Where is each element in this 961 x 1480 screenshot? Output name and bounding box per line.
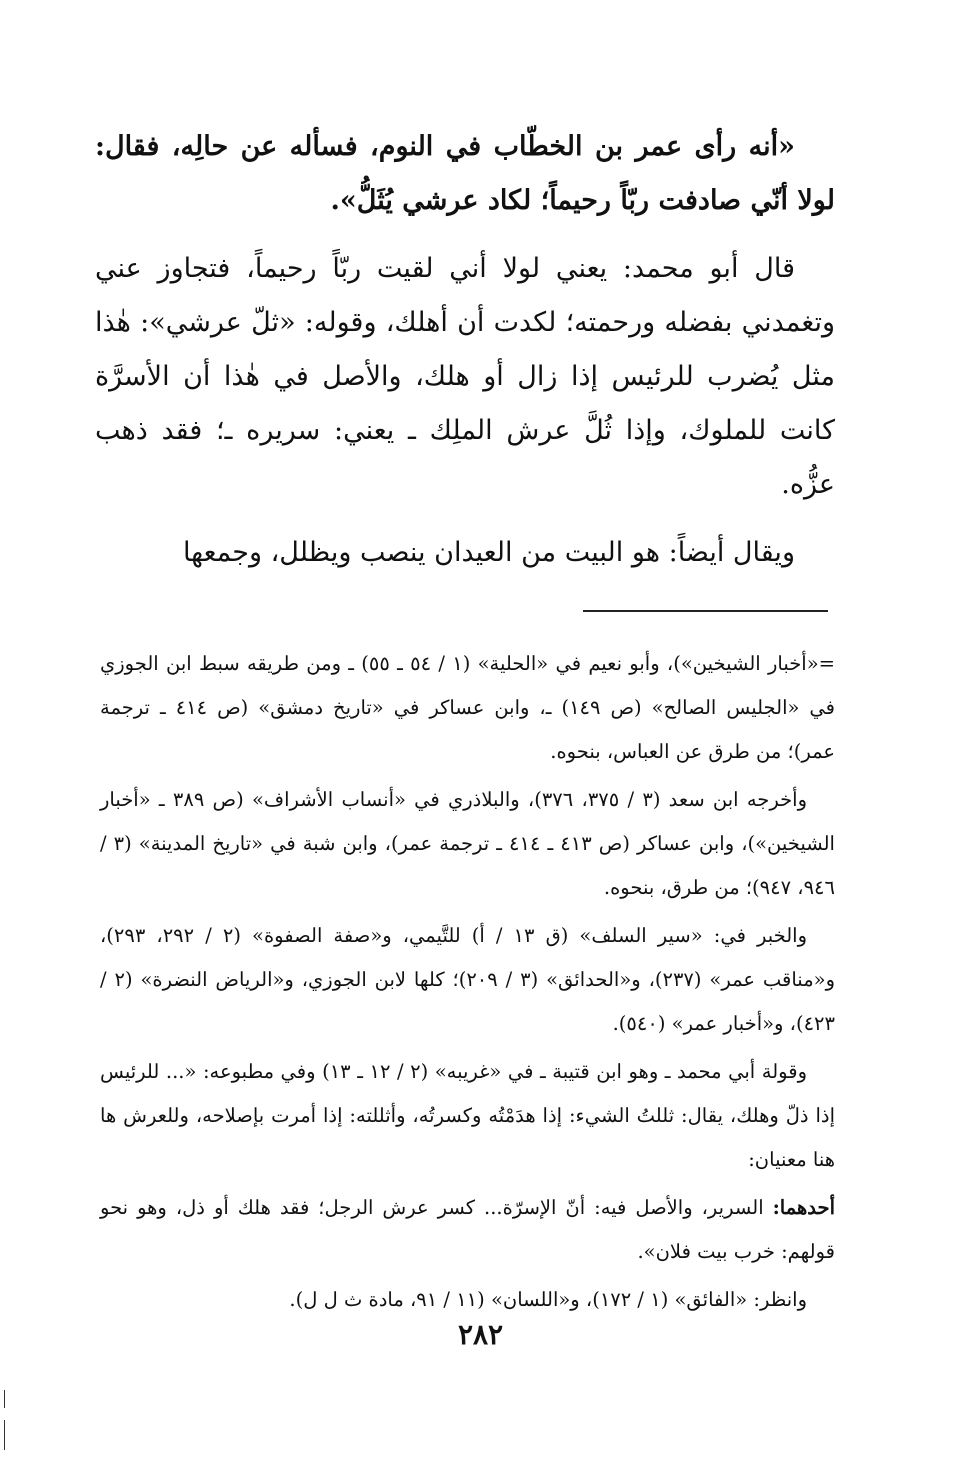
footnote-5-text: السرير، والأصل فيه: أنّ الإسرّة... كسر عرش الرجل؛ فقد هلك أو ذل، وهو نحو قولهم: خرب بيت فلان». [100, 1196, 835, 1263]
footnote-5 [100, 1186, 835, 1274]
main-text [95, 120, 835, 580]
continuation-paragraph: ويقال أيضاً: هو البيت من العيدان ينصب ويظلل، وجمعها [182, 537, 795, 568]
footnote-5-lead: أحدهما: [772, 1196, 835, 1219]
footnote-4: وقولة أبي محمد ـ وهو ابن قتيبة ـ في «غريبه» (٢ / ١٢ ـ ١٣) وفي مطبوعه: «... للرئيس إذا ذلّ وهلك، يقال: ثللتُ الشيء: إذا هدَمْتُه وكسرتُه، وأثللته: إذا أمرت بإصلاحه، وللعرش ها هنا معنيان: [100, 1060, 835, 1171]
footnotes [100, 642, 835, 1322]
footnote-separator [583, 610, 828, 612]
quote-paragraph: «أنه رأى عمر بن الخطّاب في النوم، فسأله عن حالِه، فقال: لولا أنّي صادفت ربّاً رحيماً؛ لكاد عرشي يُثَلُّ». [95, 131, 835, 216]
page-number: ٢٨٢ [457, 1318, 504, 1351]
footnote-3: والخبر في: «سير السلف» (ق ١٣ / أ) للتَّيمي، و«صفة الصفوة» (٢ / ٢٩٢، ٢٩٣)، و«مناقب عمر» (٢٣٧)، و«الحدائق» (٣ / ٢٠٩)؛ كلها لابن الجوزي، و«الرياض النضرة» (٢ / ٤٢٣)، و«أخبار عمر» (٥٤٠). [100, 924, 835, 1035]
footnote-2: وأخرجه ابن سعد (٣ / ٣٧٥، ٣٧٦)، والبلاذري في «أنساب الأشراف» (ص ٣٨٩ ـ «أخبار الشيخين»)، وابن عساكر (ص ٤١٣ ـ ٤١٤ ـ ترجمة عمر)، وابن شبة في «تاريخ المدينة» (٣ / ٩٤٦، ٩٤٧)؛ من طرق، بنحوه. [100, 788, 835, 899]
scan-edge-mark [4, 1390, 5, 1408]
scan-edge-mark [4, 1420, 5, 1450]
footnote-1: =«أخبار الشيخين»)، وأبو نعيم في «الحلية» (١ / ٥٤ ـ ٥٥) ـ ومن طريقه سبط ابن الجوزي في «الجليس الصالح» (ص ١٤٩) ـ، وابن عساكر في «تاريخ دمشق» (ص ٤١٤ ـ ترجمة عمر)؛ من طرق عن العباس، بنحوه. [100, 652, 835, 763]
explanation-paragraph: قال أبو محمد: يعني لولا أني لقيت ربّاً رحيماً، فتجاوز عني وتغمدني بفضله ورحمته؛ لكدت أن أهلك، وقوله: «ثلّ عرشي»: هٰذا مثل يُضرب للرئيس إذا زال أو هلك، والأصل في هٰذا أن الأسرَّة كانت للملوك، وإذا ثُلَّ عرش الملِك ـ يعني: سريره ـ؛ فقد ذهب عزُّه. [95, 253, 835, 500]
footnote-6: وانظر: «الفائق» (١ / ١٧٢)، و«اللسان» (١١ / ٩١، مادة ث ل ل). [289, 1288, 807, 1311]
